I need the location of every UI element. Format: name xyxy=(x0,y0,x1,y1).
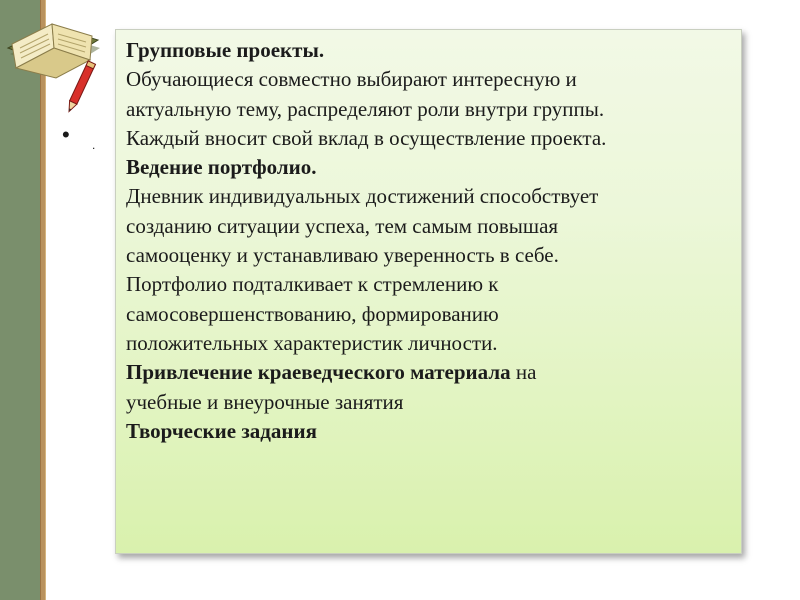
bullet-dot: . xyxy=(92,138,96,152)
text-line: актуальную тему, распределяют роли внутри группы. xyxy=(126,96,605,121)
bullet-marker: • xyxy=(62,122,70,147)
section-heading-portfolio: Ведение портфолио. xyxy=(126,155,317,180)
text-line: Обучающиеся совместно выбирают интересную и xyxy=(126,67,577,92)
section-local-history-line xyxy=(126,358,731,387)
text-line: самооценку и устанавливаю уверенность в себе. xyxy=(126,243,559,268)
open-book-with-pencil-icon xyxy=(2,8,102,128)
text-line: созданию ситуации успеха, тем самым повышая xyxy=(126,213,559,238)
text-line: положительных характеристик личности. xyxy=(126,330,498,355)
text-line: Портфолио подталкивает к стремлению к xyxy=(126,272,499,297)
text-line: учебные и внеурочные занятия xyxy=(126,389,404,414)
section-local-history-suffix: на xyxy=(510,360,537,385)
content-text xyxy=(126,36,731,446)
text-line: Дневник индивидуальных достижений способствует xyxy=(126,184,599,209)
text-line: самосовершенствованию, формированию xyxy=(126,301,499,326)
section-heading-group-projects: Групповые проекты. xyxy=(126,38,325,62)
section-heading-local-history: Привлечение краеведческого материала xyxy=(126,360,511,385)
text-line: Каждый вносит свой вклад в осуществление проекта. xyxy=(126,125,607,150)
section-heading-creative-tasks: Творческие задания xyxy=(126,418,317,443)
content-text-box xyxy=(115,29,742,554)
